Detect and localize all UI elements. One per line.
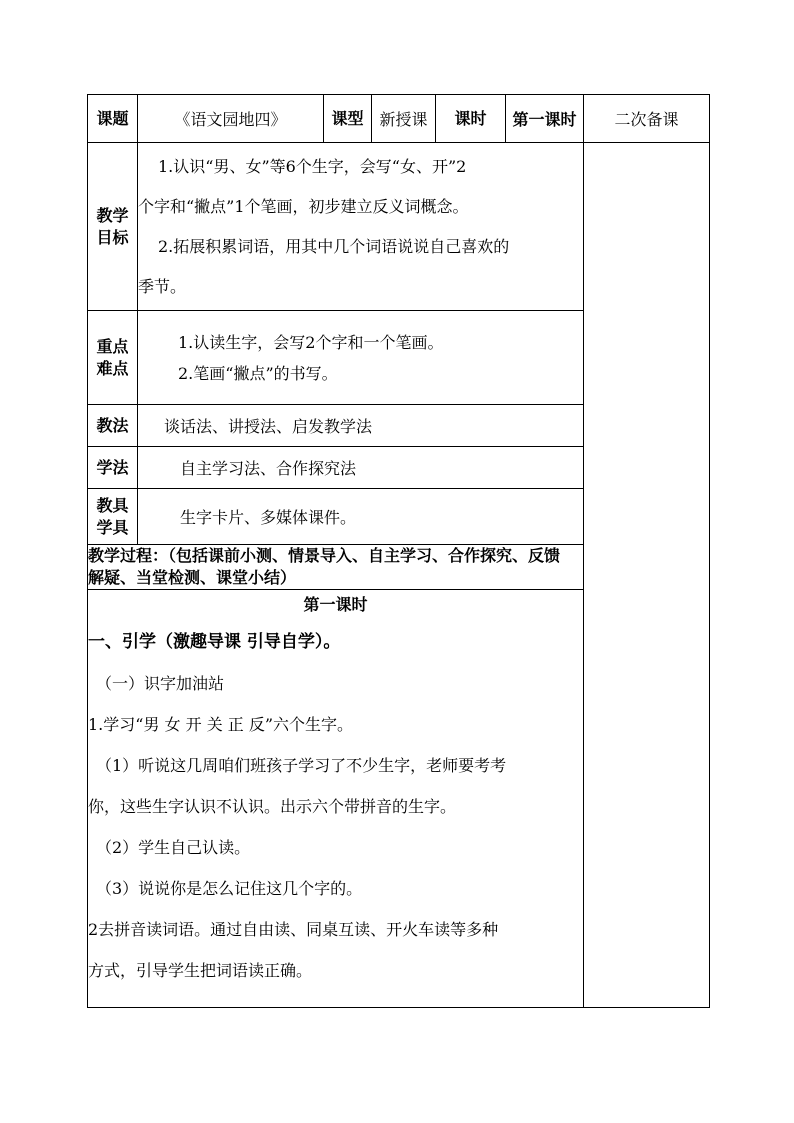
tools-value: 生字卡片、多媒体课件。 (138, 489, 584, 545)
tools-label-line1: 教具 (96, 495, 129, 515)
lesson-plan-table (87, 94, 710, 1008)
period-label: 课时 (436, 95, 506, 143)
section-heading: 一、引学（激趣导课 引导自学）。 (88, 632, 341, 652)
tools-label-line2: 学具 (96, 517, 129, 537)
keypoints-label (88, 311, 138, 405)
header-row (88, 95, 710, 143)
second-prep-header: 二次备课 (584, 95, 710, 143)
process-heading-line2: 解疑、当堂检测、课堂小结） (88, 568, 297, 587)
keypoint-item1: 1.认读生字，会写2个字和一个笔画。 (178, 332, 444, 352)
goals-label-line1: 教学 (96, 205, 129, 225)
lesson-period-title: 第一课时 (303, 595, 368, 614)
body-line-1: 1.学习“男 女 开 关 正 反”六个生字。 (88, 715, 354, 734)
process-heading-line1: 教学过程：（包括课前小测、情景导入、自主学习、合作探究、反馈 (88, 546, 561, 565)
tools-label (88, 489, 138, 545)
period-value: 第一课时 (506, 95, 584, 143)
goals-label-line2: 目标 (96, 227, 129, 247)
lesson-body (88, 590, 584, 1008)
goal-item1-line2: 个字和“撇点”1个笔画，初步建立反义词概念。 (138, 196, 469, 216)
keypoint-item2: 2.笔画“撇点”的书写。 (178, 363, 338, 383)
goal-item1-line1: 1.认识“男、女”等6个生字，会写“女、开”2 (158, 156, 467, 176)
goals-label (88, 143, 138, 311)
keypoints-content (138, 311, 584, 405)
type-value: 新授课 (372, 95, 436, 143)
goals-content (138, 143, 584, 311)
body-line-5: （3）说说你是怎么记住这几个字的。 (96, 879, 363, 898)
second-prep-column (584, 143, 710, 1008)
subsection-heading: （一）识字加油站 (96, 674, 225, 693)
body-line-4: （2）学生自己认读。 (96, 838, 251, 857)
body-line-7: 方式，引导学生把词语读正确。 (88, 961, 313, 980)
topic-value: 《语文园地四》 (138, 95, 324, 143)
goal-item2-line2: 季节。 (138, 276, 187, 296)
process-heading (88, 545, 584, 590)
keypoints-label-line1: 重点 (96, 336, 129, 356)
body-line-3: 你，这些生字认识不认识。出示六个带拼音的生字。 (88, 797, 457, 816)
learning-method-label: 学法 (88, 447, 138, 489)
teaching-method-label: 教法 (88, 405, 138, 447)
body-line-2: （1）听说这几周咱们班孩子学习了不少生字，老师要考考 (96, 756, 507, 775)
goal-item2-line1: 2.拓展积累词语，用其中几个词语说说自己喜欢的 (158, 236, 510, 256)
learning-method-value: 自主学习法、合作探究法 (138, 447, 584, 489)
body-line-6: 2去拼音读词语。通过自由读、同桌互读、开火车读等多种 (88, 920, 499, 939)
goals-row (88, 143, 710, 311)
type-label: 课型 (324, 95, 372, 143)
keypoints-label-line2: 难点 (96, 358, 129, 378)
teaching-method-value: 谈话法、讲授法、启发教学法 (138, 405, 584, 447)
topic-label: 课题 (88, 95, 138, 143)
